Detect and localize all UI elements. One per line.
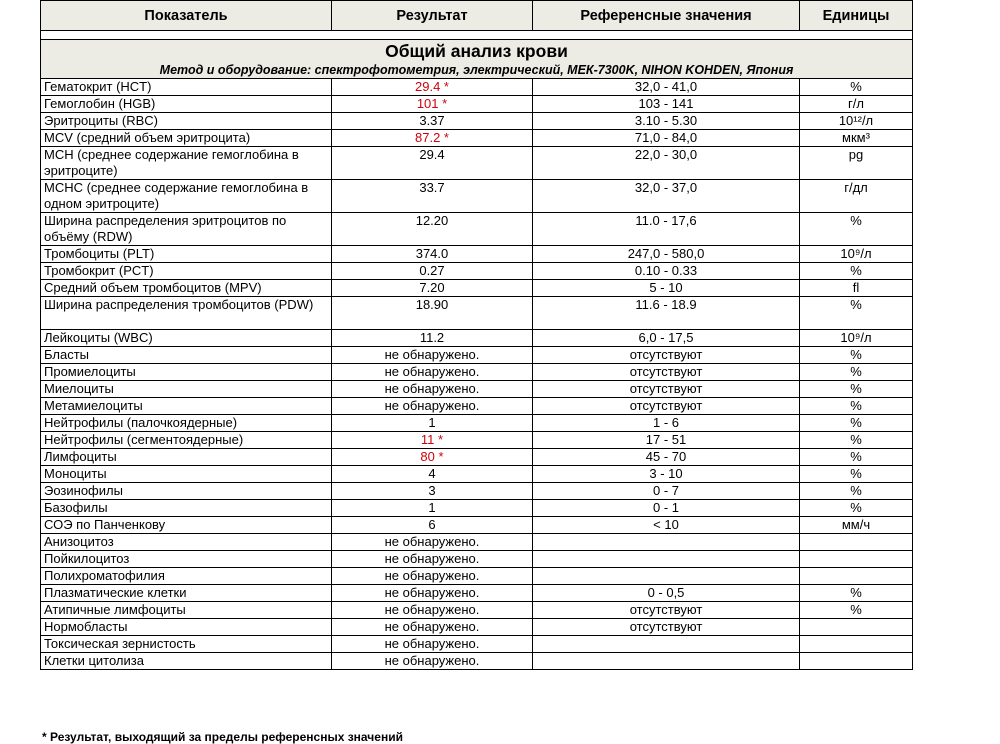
unit-cell: %	[800, 364, 913, 381]
table-row	[41, 466, 913, 483]
indicator-cell: Эозинофилы	[41, 483, 332, 500]
indicator-cell: Лимфоциты	[41, 449, 332, 466]
table-row	[41, 602, 913, 619]
unit-cell: г/л	[800, 96, 913, 113]
indicator-cell: Промиелоциты	[41, 364, 332, 381]
table-row	[41, 653, 913, 670]
reference-cell: 71,0 - 84,0	[533, 130, 800, 147]
table-row	[41, 398, 913, 415]
table-row	[41, 297, 913, 330]
indicator-cell: Миелоциты	[41, 381, 332, 398]
result-cell: не обнаружено.	[332, 347, 533, 364]
table-row	[41, 246, 913, 263]
indicator-cell: Пойкилоцитоз	[41, 551, 332, 568]
header-indicator: Показатель	[41, 1, 332, 31]
unit-cell: %	[800, 263, 913, 280]
indicator-cell: Тромбоциты (PLT)	[41, 246, 332, 263]
indicator-cell: Бласты	[41, 347, 332, 364]
result-cell: не обнаружено.	[332, 534, 533, 551]
reference-cell	[533, 568, 800, 585]
result-cell: 101 *	[332, 96, 533, 113]
result-cell: 12.20	[332, 213, 533, 246]
table-row	[41, 517, 913, 534]
footnote: * Результат, выходящий за пределы референсных значений	[42, 730, 403, 744]
result-cell: не обнаружено.	[332, 602, 533, 619]
table-row	[41, 585, 913, 602]
indicator-cell: Тромбокрит (PCT)	[41, 263, 332, 280]
indicator-cell: СОЭ по Панченкову	[41, 517, 332, 534]
result-cell: 29.4 *	[332, 79, 533, 96]
reference-cell: 3.10 - 5.30	[533, 113, 800, 130]
result-cell: не обнаружено.	[332, 619, 533, 636]
result-cell: 29.4	[332, 147, 533, 180]
unit-cell: %	[800, 297, 913, 330]
reference-cell: отсутствуют	[533, 398, 800, 415]
header-reference: Референсные значения	[533, 1, 800, 31]
result-cell: не обнаружено.	[332, 568, 533, 585]
table-row	[41, 263, 913, 280]
indicator-cell: Ширина распределения тромбоцитов (PDW)	[41, 297, 332, 330]
unit-cell: %	[800, 213, 913, 246]
unit-cell: мкм³	[800, 130, 913, 147]
reference-cell: 247,0 - 580,0	[533, 246, 800, 263]
reference-cell: 11.6 - 18.9	[533, 297, 800, 330]
indicator-cell: Нейтрофилы (сегментоядерные)	[41, 432, 332, 449]
result-cell: 1	[332, 415, 533, 432]
unit-cell: fl	[800, 280, 913, 297]
method-row	[41, 62, 913, 79]
table-row	[41, 432, 913, 449]
table-row	[41, 79, 913, 96]
indicator-cell: Атипичные лимфоциты	[41, 602, 332, 619]
indicator-cell: Метамиелоциты	[41, 398, 332, 415]
table-row	[41, 449, 913, 466]
table-row	[41, 113, 913, 130]
reference-cell: 22,0 - 30,0	[533, 147, 800, 180]
result-cell: 33.7	[332, 180, 533, 213]
unit-cell: %	[800, 466, 913, 483]
unit-cell: %	[800, 79, 913, 96]
reference-cell: 6,0 - 17,5	[533, 330, 800, 347]
result-cell: 18.90	[332, 297, 533, 330]
unit-cell	[800, 568, 913, 585]
reference-cell: 3 - 10	[533, 466, 800, 483]
reference-cell: 32,0 - 37,0	[533, 180, 800, 213]
unit-cell	[800, 534, 913, 551]
result-cell: 80 *	[332, 449, 533, 466]
result-cell: 11 *	[332, 432, 533, 449]
table-row	[41, 381, 913, 398]
indicator-cell: Лейкоциты (WBC)	[41, 330, 332, 347]
unit-cell: 10⁹/л	[800, 246, 913, 263]
table-row	[41, 330, 913, 347]
table-row	[41, 180, 913, 213]
reference-cell: 0 - 1	[533, 500, 800, 517]
indicator-cell: Средний объем тромбоцитов (MPV)	[41, 280, 332, 297]
table-row	[41, 96, 913, 113]
unit-cell: %	[800, 483, 913, 500]
unit-cell: 10¹²/л	[800, 113, 913, 130]
indicator-cell: MCHC (среднее содержание гемоглобина в одном эритроците)	[41, 180, 332, 213]
result-cell: не обнаружено.	[332, 585, 533, 602]
indicator-cell: Гематокрит (HCT)	[41, 79, 332, 96]
result-cell: 374.0	[332, 246, 533, 263]
result-cell: 4	[332, 466, 533, 483]
reference-cell: отсутствуют	[533, 602, 800, 619]
indicator-cell: Нейтрофилы (палочкоядерные)	[41, 415, 332, 432]
result-cell: 3	[332, 483, 533, 500]
table-row	[41, 147, 913, 180]
unit-cell: %	[800, 347, 913, 364]
reference-cell: 11.0 - 17,6	[533, 213, 800, 246]
unit-cell: %	[800, 449, 913, 466]
indicator-cell: Токсическая зернистость	[41, 636, 332, 653]
result-cell: не обнаружено.	[332, 364, 533, 381]
reference-cell: 32,0 - 41,0	[533, 79, 800, 96]
lab-results-table	[40, 0, 913, 670]
table-row	[41, 534, 913, 551]
unit-cell: pg	[800, 147, 913, 180]
reference-cell: 1 - 6	[533, 415, 800, 432]
unit-cell: %	[800, 415, 913, 432]
table-row	[41, 551, 913, 568]
reference-cell: 0 - 0,5	[533, 585, 800, 602]
reference-cell: отсутствуют	[533, 381, 800, 398]
unit-cell	[800, 551, 913, 568]
table-row	[41, 415, 913, 432]
result-cell: не обнаружено.	[332, 636, 533, 653]
reference-cell	[533, 551, 800, 568]
result-cell: не обнаружено.	[332, 551, 533, 568]
reference-cell: < 10	[533, 517, 800, 534]
indicator-cell: MCH (среднее содержание гемоглобина в эритроците)	[41, 147, 332, 180]
result-cell: 87.2 *	[332, 130, 533, 147]
indicator-cell: MCV (средний объем эритроцита)	[41, 130, 332, 147]
header-row	[41, 1, 913, 31]
table-row	[41, 130, 913, 147]
reference-cell: 103 - 141	[533, 96, 800, 113]
unit-cell: %	[800, 432, 913, 449]
unit-cell	[800, 653, 913, 670]
reference-cell: 17 - 51	[533, 432, 800, 449]
reference-cell: 45 - 70	[533, 449, 800, 466]
table-row	[41, 483, 913, 500]
reference-cell: 5 - 10	[533, 280, 800, 297]
indicator-cell: Моноциты	[41, 466, 332, 483]
indicator-cell: Клетки цитолиза	[41, 653, 332, 670]
indicator-cell: Нормобласты	[41, 619, 332, 636]
table-row	[41, 636, 913, 653]
unit-cell: 10⁹/л	[800, 330, 913, 347]
unit-cell: %	[800, 500, 913, 517]
result-cell: не обнаружено.	[332, 653, 533, 670]
table-row	[41, 568, 913, 585]
reference-cell	[533, 534, 800, 551]
result-cell: 1	[332, 500, 533, 517]
unit-cell: г/дл	[800, 180, 913, 213]
results-body	[41, 31, 913, 670]
result-cell: 3.37	[332, 113, 533, 130]
method-text: Метод и оборудование: спектрофотометрия, электрический, МЕК-7300K, NIHON KOHDEN, Япония	[41, 62, 913, 79]
section-title: Общий анализ крови	[41, 40, 913, 63]
indicator-cell: Эритроциты (RBC)	[41, 113, 332, 130]
unit-cell	[800, 619, 913, 636]
unit-cell	[800, 636, 913, 653]
reference-cell: 0.10 - 0.33	[533, 263, 800, 280]
table-row	[41, 347, 913, 364]
reference-cell	[533, 653, 800, 670]
unit-cell: %	[800, 602, 913, 619]
spacer-row	[41, 31, 913, 40]
reference-cell: отсутствуют	[533, 347, 800, 364]
header-units: Единицы	[800, 1, 913, 31]
indicator-cell: Плазматические клетки	[41, 585, 332, 602]
result-cell: не обнаружено.	[332, 381, 533, 398]
table-row	[41, 213, 913, 246]
result-cell: не обнаружено.	[332, 398, 533, 415]
reference-cell: отсутствуют	[533, 619, 800, 636]
header-result: Результат	[332, 1, 533, 31]
indicator-cell: Базофилы	[41, 500, 332, 517]
table-row	[41, 619, 913, 636]
unit-cell: %	[800, 381, 913, 398]
indicator-cell: Гемоглобин (HGB)	[41, 96, 332, 113]
result-cell: 0.27	[332, 263, 533, 280]
unit-cell: мм/ч	[800, 517, 913, 534]
unit-cell: %	[800, 585, 913, 602]
result-cell: 7.20	[332, 280, 533, 297]
result-cell: 11.2	[332, 330, 533, 347]
unit-cell: %	[800, 398, 913, 415]
indicator-cell: Анизоцитоз	[41, 534, 332, 551]
indicator-cell: Полихроматофилия	[41, 568, 332, 585]
table-row	[41, 364, 913, 381]
reference-cell: отсутствуют	[533, 364, 800, 381]
table-row	[41, 500, 913, 517]
indicator-cell: Ширина распределения эритроцитов по объёму (RDW)	[41, 213, 332, 246]
section-title-row	[41, 40, 913, 63]
reference-cell: 0 - 7	[533, 483, 800, 500]
result-cell: 6	[332, 517, 533, 534]
table-row	[41, 280, 913, 297]
reference-cell	[533, 636, 800, 653]
